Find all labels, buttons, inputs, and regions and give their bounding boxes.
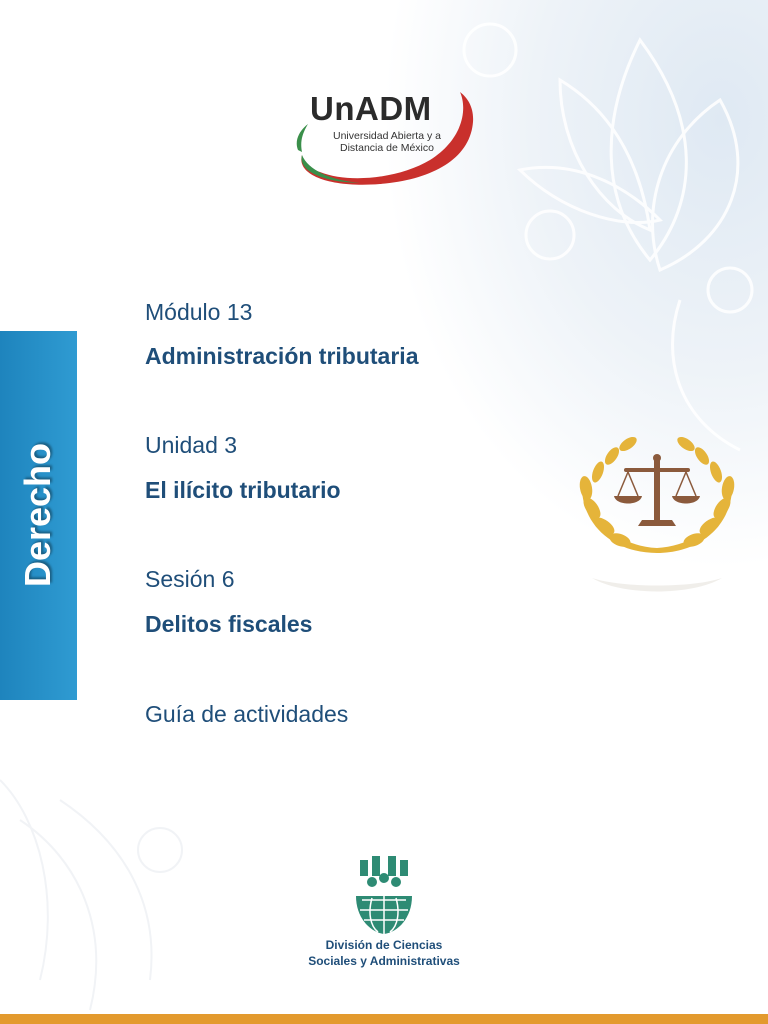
logo-subtitle-line2: Distancia de México xyxy=(340,142,434,154)
division-name-line2: Sociales y Administrativas xyxy=(308,954,460,968)
guide-label: Guía de actividades xyxy=(145,701,349,727)
logo-subtitle-line1: Universidad Abierta y a xyxy=(333,130,441,142)
division-emblem-icon xyxy=(350,856,418,936)
division-name xyxy=(284,937,484,969)
division-name-line1: División de Ciencias xyxy=(325,938,443,952)
unadm-logo xyxy=(290,80,480,190)
area-side-tab-label: Derecho xyxy=(17,442,58,588)
session-title: Delitos fiscales xyxy=(145,611,313,637)
module-label: Módulo 13 xyxy=(145,299,253,325)
logo-subtitle xyxy=(322,130,452,154)
module-title: Administración tributaria xyxy=(145,343,419,369)
scales-of-justice-icon xyxy=(572,428,742,603)
unit-label: Unidad 3 xyxy=(145,432,238,458)
unit-title: El ilícito tributario xyxy=(145,477,341,503)
logo-name: UnADM xyxy=(310,90,432,127)
bottom-accent-bar xyxy=(0,1014,768,1024)
session-label: Sesión 6 xyxy=(145,566,235,592)
